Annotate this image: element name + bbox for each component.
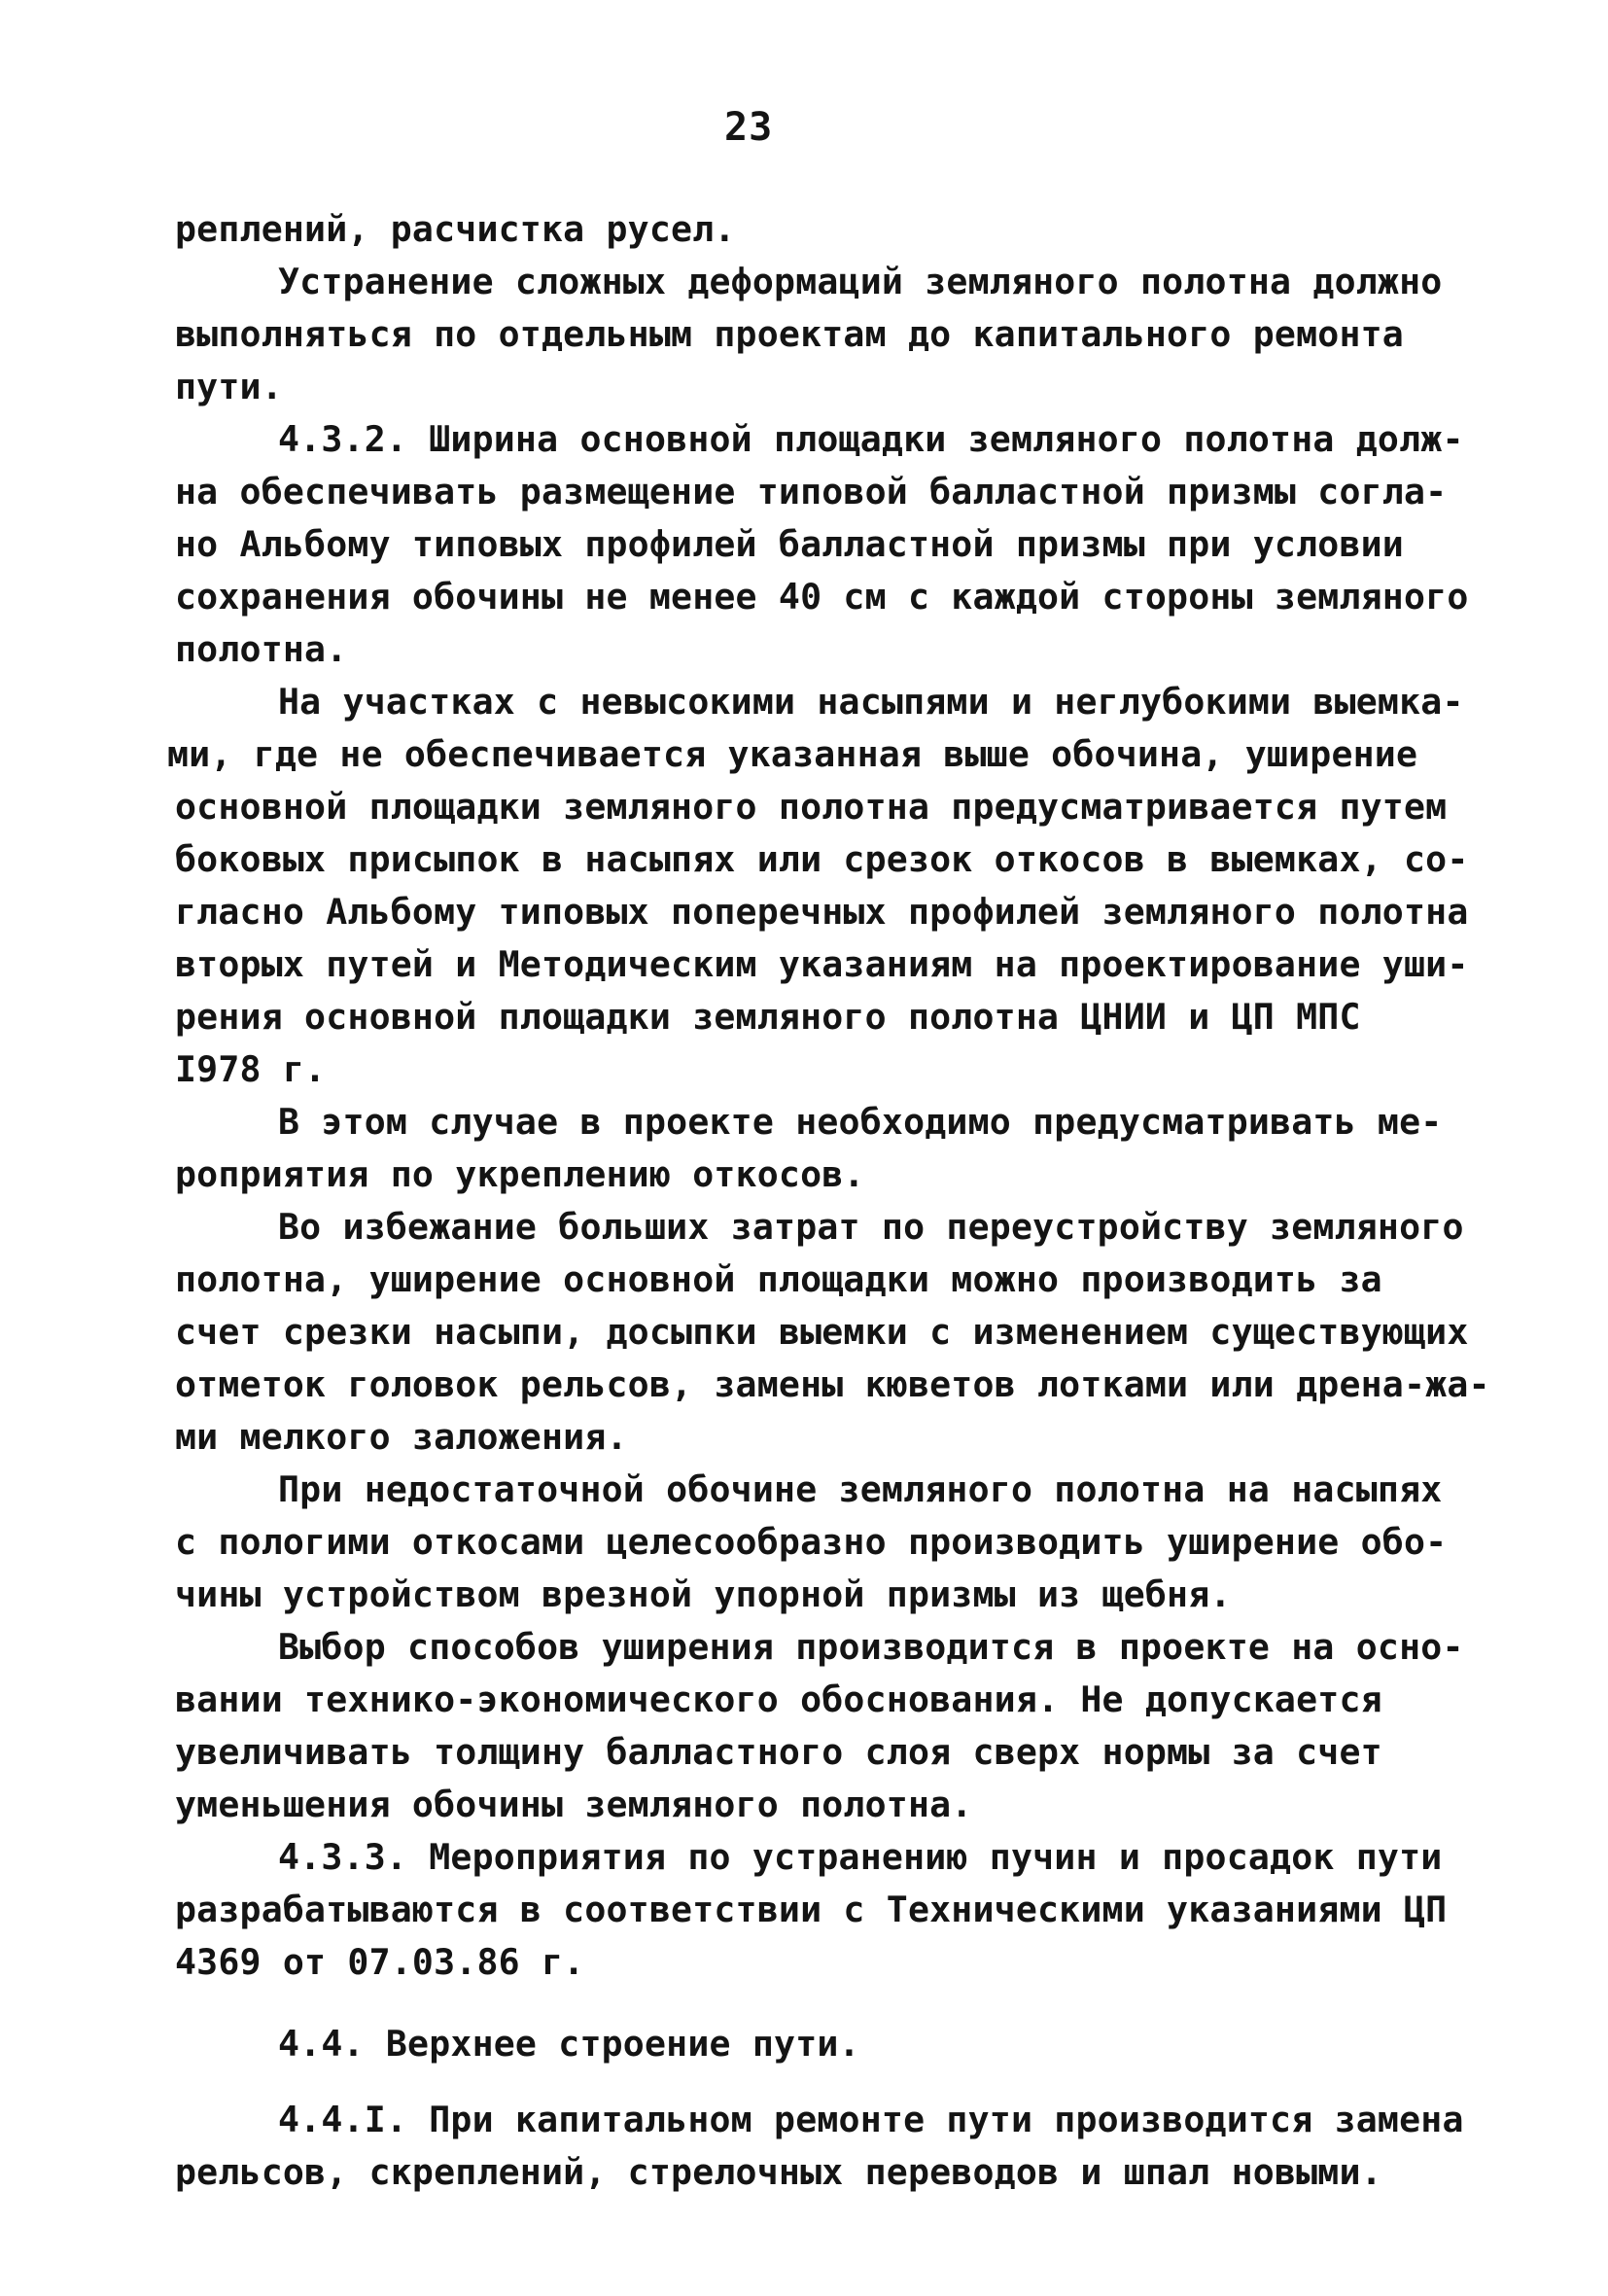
text-line: полотна, уширение основной площадки можно производить за — [175, 1258, 1382, 1300]
text-line: Во избежание больших затрат по переустройству земляного — [278, 1206, 1464, 1248]
text-line: 4.3.3. Мероприятия по устранению пучин и просадок пути — [278, 1836, 1443, 1878]
text-line: гласно Альбому типовых поперечных профилей земляного полотна — [175, 891, 1469, 933]
text-line: реплений, расчистка русел. — [175, 208, 736, 250]
text-line: роприятия по укреплению откосов. — [175, 1153, 865, 1195]
text-line: выполняться по отдельным проектам до капитального ремонта — [175, 313, 1404, 355]
text-line: При недостаточной обочине земляного полотна на насыпях — [278, 1468, 1443, 1510]
text-line: уменьшения обочины земляного полотна. — [175, 1784, 973, 1825]
text-line: Устранение сложных деформаций земляного полотна должно — [278, 261, 1443, 302]
text-line: полотна. — [175, 628, 348, 670]
text-line: на обеспечивать размещение типовой балластной призмы согла- — [175, 471, 1448, 512]
text-line: На участках с невысокими насыпями и неглубокими выемка- — [278, 681, 1464, 723]
text-line: 4.3.2. Ширина основной площадки земляного полотна долж- — [278, 418, 1464, 460]
text-line: разрабатываются в соответствии с Техническими указаниями ЦП — [175, 1889, 1448, 1930]
text-line: вторых путей и Методическим указаниям на проектирование уши- — [175, 943, 1469, 985]
text-line: 4369 от 07.03.86 г. — [175, 1941, 585, 1983]
page-number: 23 — [724, 105, 774, 150]
text-line: рения основной площадки земляного полотна ЦНИИ и ЦП МПС — [175, 996, 1361, 1038]
text-line: пути. — [175, 366, 283, 407]
text-line: В этом случае в проекте необходимо предусматривать ме- — [278, 1101, 1443, 1143]
text-line: увеличивать толщину балластного слоя сверх нормы за счет — [175, 1731, 1382, 1773]
text-line: рельсов, скреплений, стрелочных переводов и шпал новыми. — [175, 2151, 1382, 2193]
text-line: отметок головок рельсов, замены кюветов лотками или дрена-жа- — [175, 1363, 1490, 1405]
text-line: ми, где не обеспечивается указанная выше обочина, уширение — [167, 733, 1418, 775]
section-heading: 4.4. Верхнее строение пути. — [278, 2023, 860, 2065]
text-line: боковых присыпок в насыпях или срезок откосов в выемках, со- — [175, 838, 1469, 880]
text-line: вании технико-экономического обоснования. Не допускается — [175, 1678, 1382, 1720]
text-line: основной площадки земляного полотна предусматривается путем — [175, 786, 1448, 828]
text-line: сохранения обочины не менее 40 см с каждой стороны земляного — [175, 576, 1469, 618]
text-line: ми мелкого заложения. — [175, 1416, 628, 1458]
text-line: счет срезки насыпи, досыпки выемки с изменением существующих — [175, 1311, 1469, 1353]
text-line: I978 г. — [175, 1048, 327, 1090]
text-line: 4.4.I. При капитальном ремонте пути производится замена — [278, 2099, 1464, 2140]
text-line: с пологими откосами целесообразно производить уширение обо- — [175, 1521, 1448, 1563]
text-line: Выбор способов уширения производится в проекте на осно- — [278, 1626, 1464, 1668]
text-line: чины устройством врезной упорной призмы из щебня. — [175, 1573, 1232, 1615]
text-line: но Альбому типовых профилей балластной призмы при условии — [175, 523, 1404, 565]
